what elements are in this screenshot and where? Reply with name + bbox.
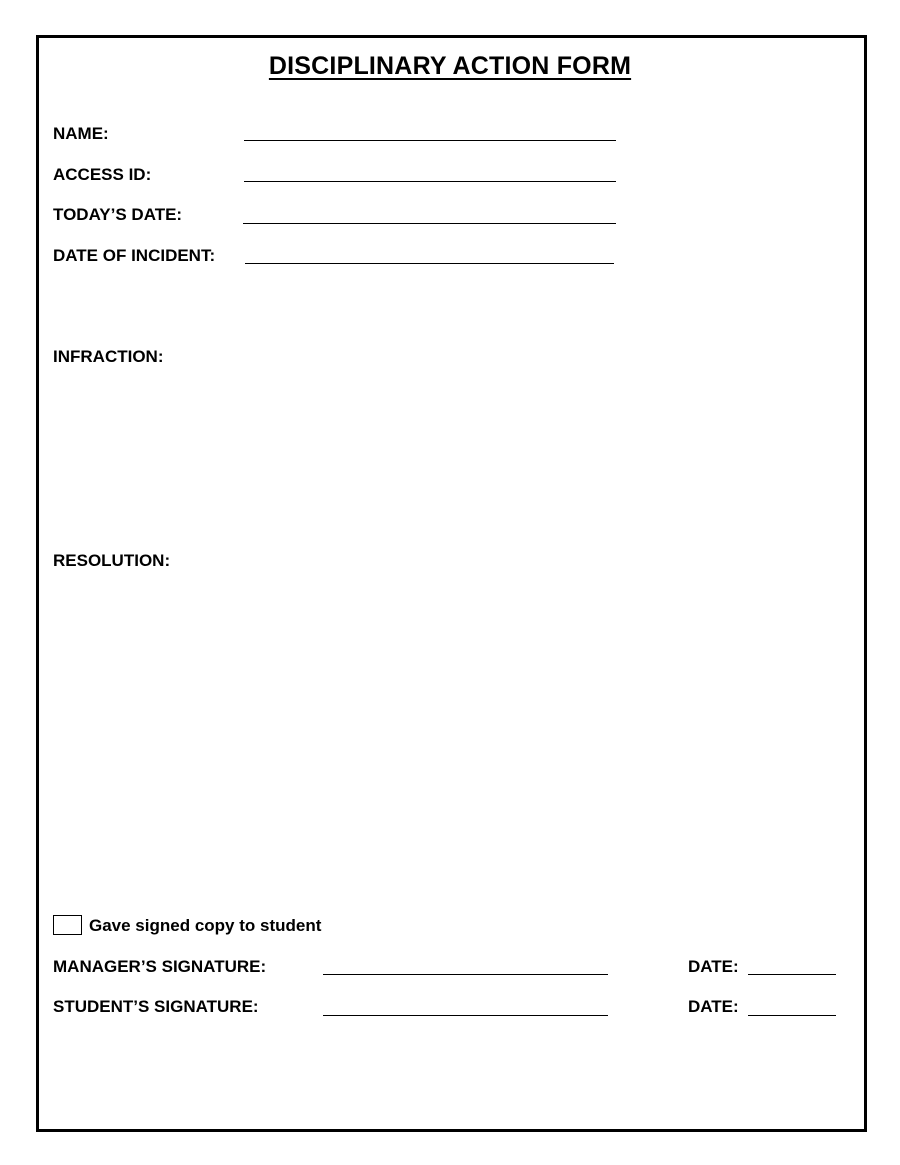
access-id-label: ACCESS ID: [53, 165, 152, 184]
date-of-incident-label: DATE OF INCIDENT: [53, 246, 216, 265]
student-date-label: DATE: [688, 997, 739, 1016]
resolution-label: RESOLUTION: [53, 551, 171, 570]
date-of-incident-field-line[interactable] [245, 263, 614, 264]
signed-copy-label: Gave signed copy to student [89, 916, 322, 935]
todays-date-field-line[interactable] [243, 223, 616, 224]
infraction-label: INFRACTION: [53, 347, 164, 366]
student-signature-line[interactable] [323, 1015, 608, 1016]
access-id-field-line[interactable] [244, 181, 616, 182]
manager-signature-line[interactable] [323, 974, 608, 975]
name-label: NAME: [53, 124, 109, 143]
resolution-area[interactable] [53, 580, 843, 890]
page-title [0, 52, 900, 81]
student-signature-label: STUDENT’S SIGNATURE: [53, 997, 259, 1016]
todays-date-label: TODAY’S DATE: [53, 205, 183, 224]
manager-date-line[interactable] [748, 974, 836, 975]
student-date-line[interactable] [748, 1015, 836, 1016]
signed-copy-checkbox[interactable] [53, 915, 82, 935]
manager-signature-label: MANAGER’S SIGNATURE: [53, 957, 267, 976]
name-field-line[interactable] [244, 140, 616, 141]
manager-date-label: DATE: [688, 957, 739, 976]
infraction-area[interactable] [53, 375, 843, 535]
form-title: DISCIPLINARY ACTION FORM [268, 52, 632, 80]
